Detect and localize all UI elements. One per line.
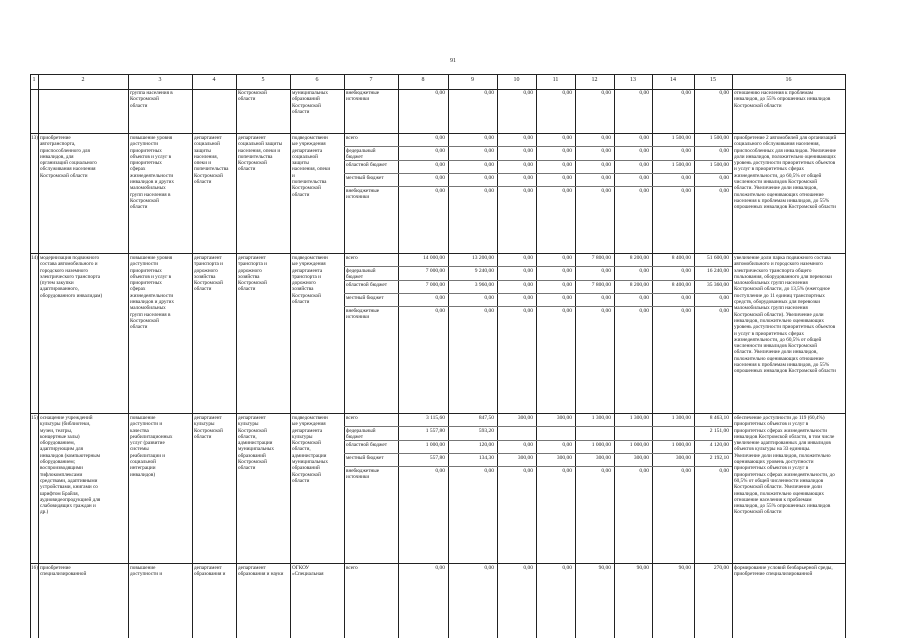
col-line: [398, 74, 399, 638]
cont-val-1: 0,00: [435, 90, 445, 96]
row-13-source-2-val-4: 0,00: [562, 148, 572, 154]
row-13-source-2: федеральный бюджет: [346, 148, 376, 161]
row-14-measure: модернизация подвижного состава автомобильного и городского наземного электрического транспорта (путем закупки адаптированного, оборудованного инвалидам): [40, 255, 103, 299]
source-line: [344, 293, 732, 294]
row-line: [30, 413, 845, 414]
col-line: [652, 74, 653, 638]
row-13-source-3-val-5: 0,00: [601, 162, 611, 168]
col-line: [30, 74, 31, 638]
row-16-source-1-val-6: 90,00: [636, 565, 649, 571]
row-13-source-4-val-2: 0,00: [484, 175, 494, 181]
row-15-source-5-val-2: 0,00: [484, 468, 494, 474]
row-15-source-4-val-5: 300,00: [595, 455, 611, 461]
col-line: [845, 74, 846, 638]
row-15-source-5-val-4: 0,00: [562, 468, 572, 474]
row-14-source-2-val-8: 16 240,00: [707, 268, 729, 274]
cont-val-6: 0,00: [639, 90, 649, 96]
row-14-source-2: федеральный бюджет: [346, 268, 376, 281]
row-15-source-3-val-2: 120,00: [478, 442, 494, 448]
header-col-9: 9: [471, 77, 474, 83]
row-13-source-5-val-3: 0,00: [523, 188, 533, 194]
row-13-source-5-val-8: 0,00: [719, 188, 729, 194]
cont-col3: группа населения в Костромской области: [130, 90, 173, 109]
row-14-source-1-val-8: 51 600,00: [707, 255, 729, 261]
row-15-source-1: всего: [346, 415, 358, 421]
row-16-coexecutor: департамент образования и науки: [238, 565, 284, 578]
row-15-result: обеспечение доступности до 119 (60,4%) приоритетных объектов и услуг в приоритетных сферах жизнедеятельности инвалидов Костромской области, в том числе увеличение адаптированных для инвалидов объектов культуры на 33 единицы. Увеличение доли инвалидов, положительно оценивающих уровень доступности приоритетных объектов и услуг в приоритетных сферах жизнедеятельности, до 60,5% от общей численности инвалидов Костромской области. Увеличение доли инвалидов, положительно оценивающих отношение населения к проблемам инвалидов, до 55% опрошенных инвалидов Костромской области: [734, 415, 835, 516]
row-15-source-3-val-8: 4 120,00: [709, 442, 729, 448]
row-14-source-1-val-7: 8 400,00: [671, 255, 691, 261]
source-line: [344, 440, 732, 441]
row-13-source-3-val-4: 0,00: [562, 162, 572, 168]
row-15-source-4-val-6: 300,00: [633, 455, 649, 461]
cont-val-5: 0,00: [601, 90, 611, 96]
header-col-7: 7: [369, 77, 373, 83]
row-13-result: приобретение 2 автомобилей для организаций социального обслуживания населения, приспособленных для инвалидов. Увеличение доли инвалидов, положительно оценивающих уровень доступности приоритетных объектов и услуг в приоритетных сферах жизнедеятельности, до 60,5% от общей численности инвалидов Костромской области. Увеличение доли инвалидов, положительно оценивающих отношение населения к проблемам инвалидов, до 55% опрошенных инвалидов Костромской области: [734, 135, 837, 211]
row-14-source-2-val-3: 0,00: [523, 268, 533, 274]
source-line: [344, 466, 732, 467]
row-14-source-3-val-5: 7 800,00: [591, 282, 611, 288]
row-14-source-3-val-1: 7 000,00: [425, 282, 445, 288]
cont-val-8: 0,00: [719, 90, 729, 96]
col-line: [192, 74, 193, 638]
row-15-source-4: местный бюджет: [346, 455, 384, 461]
row-16-num: 16): [31, 565, 38, 571]
header-col-14: 14: [670, 77, 676, 83]
row-15-responsible: департамент культуры Костромской области: [194, 415, 223, 440]
header-col-2: 2: [81, 77, 85, 83]
row-13-source-1-val-5: 0,00: [601, 135, 611, 141]
row-16-goal: повышение доступности и: [130, 565, 163, 578]
row-14-source-3-val-7: 8 400,00: [671, 282, 691, 288]
row-13-num: 13): [31, 135, 38, 141]
header-col-11: 11: [552, 77, 559, 83]
row-15-source-4-val-1: 557,80: [429, 455, 445, 461]
row-16-source-1-val-2: 0,00: [484, 565, 494, 571]
source-line: [344, 280, 732, 281]
row-15-source-2-val-1: 1 557,80: [425, 428, 445, 434]
source-line: [344, 186, 732, 187]
row-16-source-1-val-5: 90,00: [598, 565, 611, 571]
row-14-source-2-val-6: 0,00: [639, 268, 649, 274]
row-14-source-4-val-7: 0,00: [681, 295, 691, 301]
row-line: [30, 133, 845, 134]
col-line: [694, 74, 695, 638]
row-15-source-3-val-6: 1 000,00: [629, 442, 649, 448]
row-16-measure: приобретение специализированной: [40, 565, 87, 578]
row-15-source-4-val-4: 300,00: [556, 455, 572, 461]
row-14-source-3-val-3: 0,00: [523, 282, 533, 288]
row-15-measure: оснащение учреждений культуры (библиотеки, музеи, театры, концертные залы) оборудованием, адаптирующим для инвалидов (компьютерным оборудованием; воспроизводящими тифлокомплексами средствами, адаптивными устройствами, книгами со шрифтом Брайля, аудиовидеопродукцией для слабовидящих граждан и др.): [40, 415, 101, 516]
row-14-source-3-val-8: 35 360,00: [707, 282, 729, 288]
row-15-source-5-val-1: 0,00: [435, 468, 445, 474]
row-13-source-1-val-8: 1 500,00: [709, 135, 729, 141]
source-line: [344, 426, 732, 427]
row-14-source-4-val-3: 0,00: [523, 295, 533, 301]
row-16-source-1-val-4: 0,00: [562, 565, 572, 571]
col-line: [536, 74, 537, 638]
row-14-source-1: всего: [346, 255, 358, 261]
row-16-participant: ОГКОУ «Специальная: [292, 565, 324, 578]
row-14-source-4-val-2: 0,00: [484, 295, 494, 301]
row-13-source-3-val-7: 1 500,00: [671, 162, 691, 168]
row-13-source-3-val-3: 0,00: [523, 162, 533, 168]
row-13-source-5: внебюджетные источники: [346, 188, 380, 201]
row-13-source-5-val-6: 0,00: [639, 188, 649, 194]
row-15-num: 15): [31, 415, 38, 421]
row-13-source-1: всего: [346, 135, 358, 141]
row-14-source-5-val-6: 0,00: [639, 308, 649, 314]
row-13-source-4: местный бюджет: [346, 175, 384, 181]
row-14-source-4: местный бюджет: [346, 295, 384, 301]
row-14-source-4-val-8: 0,00: [719, 295, 729, 301]
row-line: [30, 563, 845, 564]
row-13-source-4-val-4: 0,00: [562, 175, 572, 181]
row-15-source-3-val-5: 1 000,00: [591, 442, 611, 448]
row-13-source-2-val-2: 0,00: [484, 148, 494, 154]
row-15-source-3-val-4: 0,00: [562, 442, 572, 448]
cont-val-2: 0,00: [484, 90, 494, 96]
row-16-source-1-val-8: 270,00: [713, 565, 729, 571]
row-14-source-5-val-5: 0,00: [601, 308, 611, 314]
cont-source: внебюджетные источники: [346, 90, 380, 103]
row-15-source-1-val-2: 847,50: [478, 415, 494, 421]
row-14-source-2-val-5: 0,00: [601, 268, 611, 274]
row-15-source-5: внебюджетные источники: [346, 468, 380, 481]
row-13-goal: повышение уровня доступности приоритетных объектов и услуг в приоритетных сферах жизнедеятельности инвалидов и других маломобильных групп населения в Костромской области: [130, 135, 174, 211]
row-13-source-2-val-6: 0,00: [639, 148, 649, 154]
row-14-source-4-val-6: 0,00: [639, 295, 649, 301]
row-13-source-3-val-2: 0,00: [484, 162, 494, 168]
row-13-measure: приобретение автотранспорта, приспособленного для инвалидов, для организаций социального обслуживания населения Костромской области: [40, 135, 97, 179]
header-col-6: 6: [315, 77, 319, 83]
row-15-goal: повышение доступности и качества реабилитационных услуг (развитие системы реабилитации и социальной интеграции инвалидов): [130, 415, 173, 478]
row-14-source-5-val-8: 0,00: [719, 308, 729, 314]
row-13-source-4-val-6: 0,00: [639, 175, 649, 181]
col-line: [448, 74, 449, 638]
source-line: [344, 146, 732, 147]
header-col-13: 13: [630, 77, 636, 83]
row-14-source-2-val-1: 7 000,00: [425, 268, 445, 274]
cont-val-3: 0,00: [523, 90, 533, 96]
row-14-coexecutor: департамент транспорта и дорожного хозяйства Костромской области: [238, 255, 267, 293]
header-col-3: 3: [158, 77, 162, 83]
header-col-16: 16: [785, 77, 792, 83]
row-14-source-2-val-2: 9 240,00: [474, 268, 494, 274]
row-13-coexecutor: департамент социальной защиты населения, опеки и попечительства Костромской области: [238, 135, 283, 173]
row-15-source-1-val-3: 300,00: [517, 415, 533, 421]
row-13-source-2-val-5: 0,00: [601, 148, 611, 154]
row-13-source-5-val-2: 0,00: [484, 188, 494, 194]
col-line: [344, 74, 345, 638]
row-16-responsible: департамент образования и: [194, 565, 226, 578]
row-15-source-1-val-8: 8 463,10: [709, 415, 729, 421]
row-14-source-5-val-3: 0,00: [523, 308, 533, 314]
header-col-10: 10: [513, 77, 520, 83]
row-13-source-1-val-2: 0,00: [484, 135, 494, 141]
cont-col6: муниципальных образований Костромской области: [292, 90, 328, 115]
col-line: [497, 74, 498, 638]
col-line: [732, 74, 733, 638]
row-14-source-3: областной бюджет: [346, 282, 387, 288]
row-15-source-2-val-8: 2 151,00: [709, 428, 729, 434]
row-14-source-1-val-2: 13 200,00: [472, 255, 494, 261]
col-line: [128, 74, 129, 638]
row-14-source-1-val-4: 0,00: [562, 255, 572, 261]
row-15-source-2: федеральный бюджет: [346, 428, 376, 441]
row-14-goal: повышение уровня доступности приоритетных объектов и услуг в приоритетных сферах жизнедеятельности инвалидов и других маломобильных групп населения в Костромской области: [130, 255, 174, 331]
row-14-source-3-val-4: 0,00: [562, 282, 572, 288]
row-13-source-1-val-3: 0,00: [523, 135, 533, 141]
page-number: 91: [450, 58, 456, 64]
row-13-source-5-val-7: 0,00: [681, 188, 691, 194]
row-14-source-1-val-5: 7 800,00: [591, 255, 611, 261]
row-13-source-5-val-1: 0,00: [435, 188, 445, 194]
row-14-source-4-val-4: 0,00: [562, 295, 572, 301]
source-line: [344, 306, 732, 307]
row-16-result: формирование условий безбарьерной среды, приобретение специализированной: [734, 565, 833, 578]
row-15-source-1-val-1: 3 115,60: [425, 415, 445, 421]
cont-val-7: 0,00: [681, 90, 691, 96]
row-13-source-2-val-8: 0,00: [719, 148, 729, 154]
col-line: [236, 74, 237, 638]
source-line: [344, 173, 732, 174]
row-16-source-1: всего: [346, 565, 358, 571]
row-15-source-4-val-7: 300,00: [675, 455, 691, 461]
row-15-source-3-val-3: 0,00: [523, 442, 533, 448]
row-15-source-4-val-2: 134,30: [478, 455, 494, 461]
row-13-source-5-val-4: 0,00: [562, 188, 572, 194]
row-14-source-2-val-4: 0,00: [562, 268, 572, 274]
header-col-1: 1: [32, 77, 36, 83]
row-13-source-3-val-6: 0,00: [639, 162, 649, 168]
row-13-source-3: областной бюджет: [346, 162, 387, 168]
row-13-source-1-val-6: 0,00: [639, 135, 649, 141]
row-13-source-1-val-7: 1 500,00: [671, 135, 691, 141]
row-13-source-4-val-1: 0,00: [435, 175, 445, 181]
row-15-source-4-val-8: 2 192,10: [709, 455, 729, 461]
source-line: [344, 453, 732, 454]
row-13-source-1-val-4: 0,00: [562, 135, 572, 141]
row-15-source-5-val-6: 0,00: [639, 468, 649, 474]
row-13-source-5-val-5: 0,00: [601, 188, 611, 194]
row-13-source-2-val-7: 0,00: [681, 148, 691, 154]
header-col-4: 4: [212, 77, 216, 83]
row-14-participant: подведомственн ые учреждения департамента транспорта и дорожного хозяйства Костромской области: [292, 255, 328, 306]
header-col-12: 12: [591, 77, 598, 83]
row-15-source-5-val-7: 0,00: [681, 468, 691, 474]
row-14-source-5-val-7: 0,00: [681, 308, 691, 314]
row-15-source-3-val-1: 1 000,00: [425, 442, 445, 448]
row-14-source-1-val-3: 0,00: [523, 255, 533, 261]
row-14-source-5-val-4: 0,00: [562, 308, 572, 314]
row-14-source-3-val-2: 3 960,00: [474, 282, 494, 288]
row-15-source-5-val-3: 0,00: [523, 468, 533, 474]
row-13-source-4-val-3: 0,00: [523, 175, 533, 181]
row-15-source-3-val-7: 1 000,00: [671, 442, 691, 448]
row-14-source-5-val-2: 0,00: [484, 308, 494, 314]
row-15-source-5-val-5: 0,00: [601, 468, 611, 474]
row-14-source-3-val-6: 8 200,00: [629, 282, 649, 288]
header-col-15: 15: [710, 77, 716, 83]
row-13-source-2-val-1: 0,00: [435, 148, 445, 154]
row-15-source-4-val-3: 300,00: [517, 455, 533, 461]
row-13-participant: подведомственн ые учреждения департамента социальной защиты населения, опеки и попечительства Костромской области: [292, 135, 331, 198]
row-14-source-4-val-5: 0,00: [601, 295, 611, 301]
row-13-source-3-val-8: 1 500,00: [709, 162, 729, 168]
row-13-source-4-val-8: 0,00: [719, 175, 729, 181]
row-14-result: увеличение доли парка подвижного состава автомобильного и городского наземного электрического транспорта общего пользования, оборудованного для перевозки маломобильных групп населения Костромской области, до 13,5% (ежегодное поступление до 11 единиц транспортных средств, оборудованных для перевозки маломобильных групп населения Костромской области). Увеличение доли инвалидов, положительно оценивающих уровень доступности приоритетных объектов и услуг в приоритетных сферах жизнедеятельности, до 60,5% от общей численности инвалидов Костромской области. Увеличение доли инвалидов, положительно оценивающих отношение населения к проблемам инвалидов, до 55% опрошенных инвалидов Костромской области: [734, 255, 836, 375]
row-15-source-3: областной бюджет: [346, 442, 387, 448]
row-14-source-5: внебюджетные источники: [346, 308, 380, 321]
row-14-source-1-val-6: 8 200,00: [629, 255, 649, 261]
col-line: [614, 74, 615, 638]
row-13-source-4-val-7: 0,00: [681, 175, 691, 181]
row-15-participant: подведомственн ые учреждения департамента культуры Костромской области, администрации муниципальных образований Костромской области: [292, 415, 328, 484]
row-15-source-5-val-8: 0,00: [719, 468, 729, 474]
row-14-source-5-val-1: 0,00: [435, 308, 445, 314]
cont-result: отношению населения к проблемам инвалидов, до 55% опрошенных инвалидов Костромской области: [734, 90, 831, 109]
col-line: [575, 74, 576, 638]
row-16-source-1-val-1: 0,00: [435, 565, 445, 571]
row-13-source-3-val-1: 0,00: [435, 162, 445, 168]
row-14-source-4-val-1: 0,00: [435, 295, 445, 301]
col-line: [290, 74, 291, 638]
header-col-8: 8: [421, 77, 425, 83]
row-line: [30, 253, 845, 254]
row-13-source-2-val-3: 0,00: [523, 148, 533, 154]
source-line: [344, 266, 732, 267]
cont-col5: Костромской области: [238, 90, 267, 103]
row-16-source-1-val-7: 90,00: [678, 565, 691, 571]
row-15-coexecutor: департамент культуры Костромской области, администрации муниципальных образований Костромской области: [238, 415, 274, 472]
header-col-5: 5: [261, 77, 265, 83]
row-13-source-1-val-1: 0,00: [435, 135, 445, 141]
row-14-source-1-val-1: 14 000,00: [423, 255, 445, 261]
row-13-responsible: департамент социальной защиты населения, опеки и попечительства Костромской области: [194, 135, 229, 186]
cont-val-4: 0,00: [562, 90, 572, 96]
row-15-source-1-val-4: 300,00: [556, 415, 572, 421]
row-14-source-2-val-7: 0,00: [681, 268, 691, 274]
row-14-num: 14): [31, 255, 38, 261]
row-14-responsible: департамент транспорта и дорожного хозяйства Костромской области: [194, 255, 223, 293]
row-15-source-1-val-6: 1 300,00: [629, 415, 649, 421]
row-15-source-2-val-2: 593,20: [478, 428, 494, 434]
row-15-source-1-val-7: 1 300,00: [671, 415, 691, 421]
row-15-source-1-val-5: 1 300,00: [591, 415, 611, 421]
row-16-source-1-val-3: 0,00: [523, 565, 533, 571]
col-line: [38, 74, 39, 638]
source-line: [344, 160, 732, 161]
row-13-source-4-val-5: 0,00: [601, 175, 611, 181]
